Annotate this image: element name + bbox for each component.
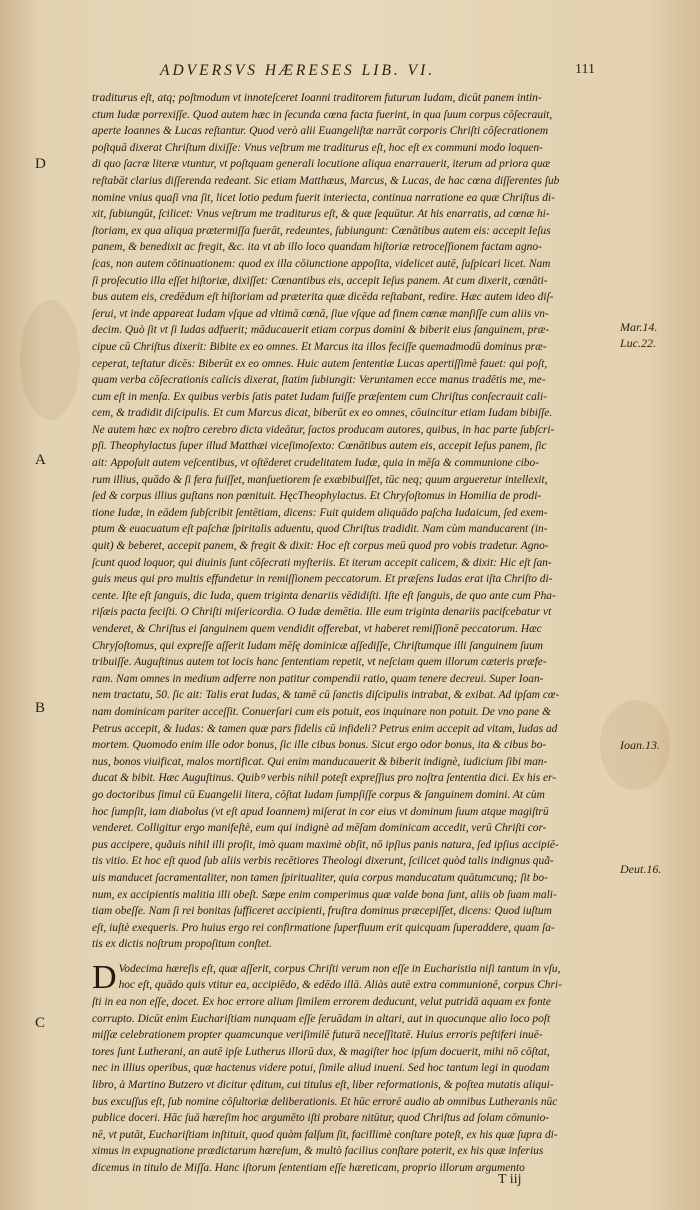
text-line: quam verba cōſecrationis calicis dixerat, ſtatim ſubiungit: Veruntamen ecce manus tradētis me, me- bbox=[92, 374, 546, 387]
text-line: nec in illius operibus, quæ hactenus videre potui, ſimile aliud inueni. Sed hoc tantum legi in quodam bbox=[92, 1062, 550, 1075]
text-line: ſcunt quod loquor, qui diuinis ſunt cōſecrati myſteriis. Et iterum accepit calicem, & dixit: Hic eſt ſan- bbox=[92, 556, 552, 569]
text-line: quit) & beberet, accepit panem, & fregit & dixit: Hoc eſt corpus meū quod pro vobis tradetur. Agno- bbox=[92, 540, 549, 553]
text-line: bus autem eis, credēdum eſt hiſtoriam ad præterita quæ dicēda reſtabant, redire. Hæc autem ideo diſ- bbox=[92, 291, 554, 304]
text-line: nem tractatu, 50. ſic ait: Talis erat Iudas, & tamē cū ſanctis diſcipulis intrabat, & exibat. Ad ipſam cœ- bbox=[92, 689, 560, 702]
section-marker-a: A bbox=[35, 452, 46, 468]
text-line: libro, à Martino Butzero vt dicitur ęditum, cui titulus eſt, liber reformationis, & poſtea mutatis aliqui- bbox=[92, 1079, 554, 1092]
text-line: reſtabāt clarius diſſerenda redeant. Sic etiam Matthæus, Marcus, & Lucas, de hac cœna diſſerentes ſub bbox=[92, 174, 560, 187]
text-line: venderet. Colligitur ergo manifeſtè, eum qui indignè ad mēſam dominicam accedit, verū Chriſti cor- bbox=[92, 822, 547, 835]
text-line: hoc ſumpſit, iam diabolus (vt eſt apud Ioannem) miſerat in cor eius vt dominum ſuum atque magiſtrū bbox=[92, 805, 549, 818]
section-marker-d: D bbox=[35, 156, 46, 172]
text-line: panem, & benedixit ac fregit, &c. ita vt ab illo loco quandam hiſtoriæ retroceſſionem factam agno- bbox=[92, 241, 542, 254]
text-line: ſi proſecutio illa eſſet hiſtoriæ, dixiſſet: Cœnantibus eis, accepit Ieſus panem. At cum dixerit, cœnāti- bbox=[92, 274, 548, 287]
text-line: ſed & corpus illius guſtans non pœnituit. HęcTheophylactus. Et Chryſoſtomus in Homilia de prodi- bbox=[92, 490, 542, 503]
running-header: ADVERSVS HÆRESES LIB. VI. bbox=[160, 62, 436, 79]
text-line: Chryſoſtomus, qui expreſſe aſſerit Iudam mēſę dominicæ aſſediſſe, Chriſtumque illi ſanguinem ſuum bbox=[92, 639, 544, 652]
text-line: ſcas, non autem cōtinuationem: quod ex illa cōiunctione appoſita, videlicet autē, ſuſpicari licet. Nam bbox=[92, 257, 551, 270]
text-line: ximus in expugnatione prædictarum hæreſum, & multò facilius conſtare poterit, ex his quæ inferius bbox=[92, 1145, 544, 1158]
text-line: tribuiſſe. Auguſtinus autem tot locis hanc ſententiam repetit, vt neſciam quem illorum cæteris præfe- bbox=[92, 656, 547, 669]
text-line: rum illius, quādo & ſi fera fuiſſet, manſuetiorem ſe exæbibuiſſet, tūc neq; quum argueretur intellexit, bbox=[92, 473, 548, 486]
text-line: miſſæ celebrationem propter quamcunque veriſimilē futurā neceſſitatē. Huius erroris peſtiferi inuē- bbox=[92, 1029, 543, 1042]
marginal-note-mar: Mar.14. bbox=[620, 320, 658, 334]
text-line: tiam obeſſe. Nam ſi rei bonitas ſufficeret accipienti, fruſtra dominus præcepiſſet, dicens: Quod iuſtum bbox=[92, 905, 552, 918]
text-line: xit, ſubiungūt, ſcilicet: Vnus veſtrum me traditurus eſt, & quæ ſequūtur. At his enarratis, ad cœnæ hi- bbox=[92, 208, 550, 221]
text-line: nus, bonos viuificat, malos mortificat. Qui enim manducauerit & biberit indignè, iudicium ſibi man- bbox=[92, 755, 548, 768]
text-line: aperte Ioannes & Lucas reſtantur. Quod verò alii Euangeliſtæ narrāt corporis Chriſti cōſecrationem bbox=[92, 125, 549, 138]
text-line: ducat & bibit. Hæc Auguſtinus. Quibꝰ verbis nihil poteſt expreſſius pro noſtra ſententia dici. Ex his er- bbox=[92, 772, 557, 785]
text-line: nam dominicam pariter acceſſit. Conuerſari cum eis potuit, eos inquinare non potuit. De vno pane & bbox=[92, 705, 551, 718]
body-paragraph bbox=[92, 90, 592, 953]
text-line: Ne autem hæc ex noſtro cerebro dicta videātur, ſactos producam autores, quibus, in hac parte ſubſcri- bbox=[92, 423, 555, 436]
text-line: cente. Iſte eſt ſanguis, dic Iuda, quem triginta denariis vēdidiſti. Iſte eſt ſanguis, de quo ante cum Pha- bbox=[92, 589, 556, 602]
text-line: di quo ſacræ literæ vtuntur, vt poſtquam generali locutione aliqua enarrauerit, iterum ad priora quæ bbox=[92, 158, 551, 171]
text-line: publice doceri. Hāc ſuā hæreſim hoc argumēto iſti probare nitūtur, quod Chriſtus ad ſolam cōmunio- bbox=[92, 1112, 550, 1125]
text-line: ram. Nam omnes in medium adferre non patitur compendii ratio, quam tenere decreui. Super Ioan- bbox=[92, 672, 544, 685]
text-line: riſæis pacta feciſti. O Chriſti miſericordia. O Iudæ demētia. Ille eum triginta denariis pacifcebatur vt bbox=[92, 606, 552, 619]
text-line: ſtoriam, ex qua aliqua prætermiſſa fuerāt, redeuntes, ſubiungunt: Cœnātibus autem eis: accepit Ieſus bbox=[92, 224, 551, 237]
text-line: venderet, & Chriſtus ei ſanguinem quem vendidit offerebat, vt haberet remiſſionē peccatorum. Hæc bbox=[92, 623, 542, 635]
text-line: guis meus qui pro multis effundetur in remiſſionem peccatorum. Et præſens Iudas erat iſta Chriſto di- bbox=[92, 573, 553, 586]
text-line: tis vitio. Et hoc eſt quod ſub aliis verbis recētiores Theologi dixerunt, ſcilicet quòd talis indignus quã- bbox=[92, 855, 554, 868]
text-line: num, ex accipientis malitia illi obeſt. Sæpe enim comperimus quæ valde bona ſunt, aliis ob ſuam mali- bbox=[92, 888, 557, 901]
marginal-note-luc: Luc.22. bbox=[620, 336, 656, 350]
text-line: ſti in ea non eſſe, docet. Ex hoc errore alium ſimilem errorem deducunt, velut putridā aquam ex fonte bbox=[92, 996, 551, 1009]
text-line: tione Iudæ, in eādem ſubſcribit ſentētiam, dicens: Fuit quidem aliquādo paſcha Iudaicum, ſed exem- bbox=[92, 506, 548, 519]
text-line: pus accipere, quãuis nihil illi proſit, imò quam maximè obſit, nō ipſius panis natura, ſed ipſius accipiē- bbox=[92, 838, 559, 851]
marginal-note-deut: Deut.16. bbox=[620, 862, 662, 876]
text-line: pſi. Theophylactus ſuper illud Matthæi viceſimoſexto: Cœnātibus autem eis, accepit Ieſus panem, ſic bbox=[92, 440, 547, 453]
text-line: ptum & euacuatum eſt paſchæ ſpiritalis aduentu, quod Chriſtus tradidit. Nam cùm manducarent (in- bbox=[92, 523, 548, 536]
text-line: dicemus in titulo de Miſſa. Hanc iſtorum ſententiam eſſe hæreticam, proprio illorum argumento bbox=[92, 1162, 525, 1174]
text-line: ctum Iudæ porrexiſſe. Quod autem hæc in ſecunda cœna facta fuerint, in qua ſuum corpus cōſecrauit, bbox=[92, 108, 553, 121]
text-line: nē, vt putāt, Euchariſtiam inſtituit, quod quàm falſum ſit, facillimè conſtare poteſt, ex his quæ ſupra di- bbox=[92, 1128, 558, 1141]
text-line: ceperat, teſtatur dicēs: Biberūt ex eo omnes. Huic autem ſententiæ Lucas apertiſſimè fauet: qui poſt, bbox=[92, 357, 548, 370]
text-line: uis manducet ſacramentaliter, non tamen ſpiritualiter, quia corpus manducatum quātumcunq; ſit bo- bbox=[92, 871, 548, 884]
text-line: nomine vnius quaſi vna ſit, licet lotio pedum fuerit interiecta, continua narratione ea quæ Chriſtus di- bbox=[92, 191, 555, 204]
paragraph-gap bbox=[92, 953, 592, 961]
marginal-note-ioan: Ioan.13. bbox=[620, 738, 660, 752]
drop-cap: D bbox=[92, 958, 117, 996]
text-line: ait: Appoſuit autem veſcentibus, vt oſtēderet crudelitatem Iudæ, quia in mēſa & communione cibo- bbox=[92, 457, 539, 470]
text-line: hoc eſt, quādo quis vtitur ea, accipiēdo, & edēdo illā. Aliàs autē extra communionē, corpus Chri- bbox=[118, 979, 562, 992]
page-number: 111 bbox=[575, 62, 595, 77]
text-line: cipue cū Chriſtus dixerit: Bibite ex eo omnes. Et Marcus ita illos feciſſe quemadmodū dominus præ- bbox=[92, 340, 547, 353]
text-line: cum eſt in menſa. Ex quibus verbis ſatis patet Iudam fuiſſe præſentem cum Chriſtus conſecrauit cali- bbox=[92, 390, 547, 403]
text-line: Vodecima hæreſis eſt, quæ aſſerit, corpus Chriſti verum non eſſe in Eucharistia niſi tantum in vſu, bbox=[118, 962, 561, 975]
section-paragraph bbox=[92, 958, 592, 1177]
paper-stain bbox=[20, 300, 80, 420]
text-line: go doctoribus ſimul cū Euangelii litera, cōſtat Iudam ſumpſiſſe corpus & ſanguinem domini. At cùm bbox=[92, 788, 545, 801]
text-line: poſtquā dixerat Chriſtum dixiſſe: Vnus veſtrum me traditurus eſt, hoc eſt ex communi modo loquen- bbox=[92, 141, 543, 154]
text-line: corrupto. Dicūt enim Euchariſtiam nunquam eſſe ſeruādam in altari, aut in quocunque alio loco poſt bbox=[92, 1012, 551, 1025]
text-line: ſerui, vt inde appareat Iudam vſque ad vltimā cœnā, ſiue vſque ad finem cœnæ manſiſſe cum aliis vn- bbox=[92, 307, 549, 320]
main-text-block bbox=[92, 90, 592, 1177]
text-line: traditurus eſt, atq; poſtmodum vt innoteſceret Ioanni traditorem futurum Iudam, dicūt panem intin- bbox=[92, 92, 542, 104]
signature-mark: T iij bbox=[498, 1172, 522, 1187]
text-line: bus excuſſus eſt, ſub nomine cōſultoriæ deliberationis. Et hūc errorē audio ab omnibus Lutheranis nūc bbox=[92, 1095, 558, 1108]
text-line: eſt, iuſtè exequeris. Pro huius ergo rei confirmatione ſuperfluum erit quicquam ſuperaddere, quam ſa- bbox=[92, 921, 555, 934]
text-line: tores ſunt Lutherani, an autē ipſe Lutherus illorū dux, & magiſter hoc ipſum docuerit, mihi nō cōſtat, bbox=[92, 1045, 550, 1058]
text-line: tis ex dictis noſtrum propoſitum conſtet. bbox=[92, 938, 272, 951]
section-marker-b: B bbox=[35, 700, 46, 716]
text-line: Petrus accepit, & Iudas: & tamen quæ pars fidelis cū infideli? Petrus enim accepit ad vitam, Iudas ad bbox=[92, 722, 558, 735]
text-line: cem, & tradidit diſcipulis. Et cum Marcus dicat, biberūt ex eo omnes, cōuincitur etiam Iudam bibiſſe. bbox=[92, 407, 553, 420]
text-line: mortem. Quomodo enim ille odor bonus, ſic ille cibus bonus. Sicut ergo odor bonus, ita & cibus bo- bbox=[92, 739, 547, 752]
section-marker-c: C bbox=[35, 1015, 46, 1031]
text-line: decim. Quò ſit vt ſi Iudas adfuerit; māducauerit etiam corpus domini & biberit eius ſanguinem, præ- bbox=[92, 324, 550, 337]
